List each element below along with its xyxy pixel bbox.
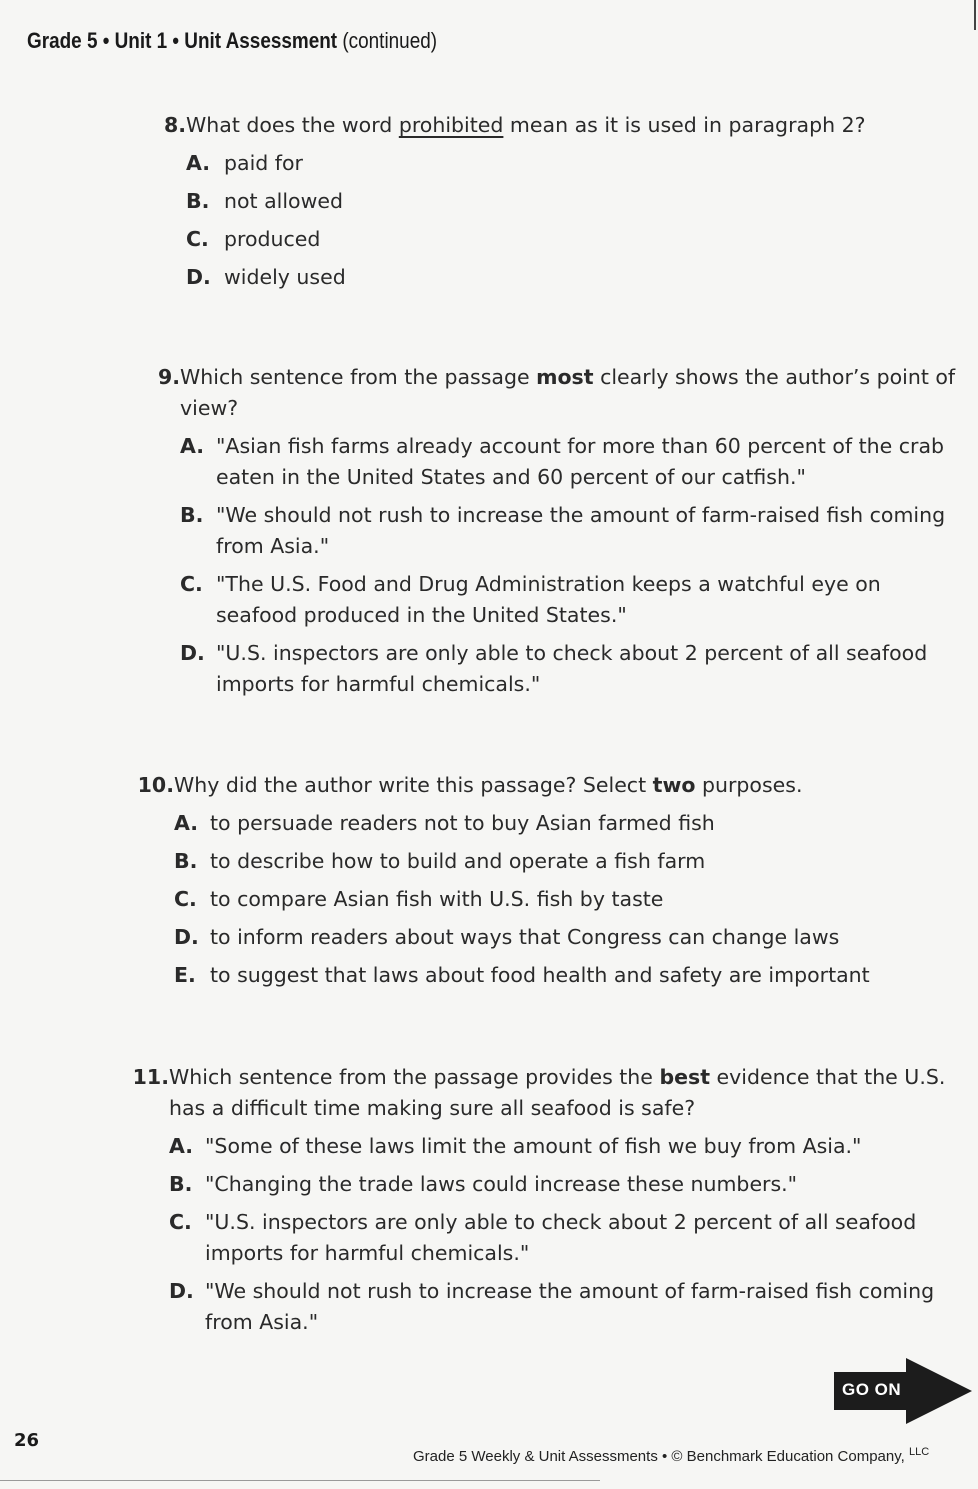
answer-option-c[interactable]: C. "U.S. inspectors are only able to check about 2 percent of all seafood imports for harmful chemicals." (169, 1210, 917, 1265)
emphasis-word: two (652, 773, 696, 797)
answer-option-b[interactable]: B. not allowed (186, 189, 343, 213)
answer-option-d[interactable]: D. "U.S. inspectors are only able to check about 2 percent of all seafood imports for harmful chemicals." (180, 641, 928, 696)
answer-option-b[interactable]: B. to describe how to build and operate a fish farm (174, 849, 706, 873)
question-text: Which sentence from the passage provides the best evidence that the U.S. has a difficult time making sure all seafood is safe? (169, 1065, 946, 1120)
question-number: 10. (137, 773, 174, 797)
question-text: Why did the author write this passage? Select two purposes. (174, 773, 803, 797)
page-edge-mark (974, 0, 976, 30)
question-9 (135, 362, 965, 700)
emphasis-word: most (536, 365, 594, 389)
footer-credit (413, 1446, 929, 1465)
question-10 (116, 770, 936, 991)
footer-text: Grade 5 Weekly & Unit Assessments • © Benchmark Education Company, (413, 1448, 905, 1465)
question-number: 8. (163, 113, 186, 137)
answer-option-c[interactable]: C. "The U.S. Food and Drug Administration keeps a watchful eye on seafood produced in the United States." (180, 572, 881, 627)
answer-option-a[interactable]: A. paid for (186, 151, 303, 175)
answer-option-c[interactable]: C. to compare Asian fish with U.S. fish by taste (174, 887, 664, 911)
footer-suffix: LLC (908, 1446, 930, 1458)
go-on-arrow (834, 1358, 972, 1424)
answer-option-e[interactable]: E. to suggest that laws about food health and safety are important (174, 963, 870, 987)
underlined-word: prohibited (398, 113, 504, 137)
answer-option-b[interactable]: B. "We should not rush to increase the amount of farm-raised fish coming from Asia." (180, 503, 946, 558)
answer-option-d[interactable]: D. to inform readers about ways that Congress can change laws (174, 925, 840, 949)
header-continued: (continued) (342, 28, 438, 53)
bottom-edge-line (0, 1480, 600, 1481)
question-11 (112, 1062, 962, 1338)
question-text: What does the word prohibited mean as it is used in paragraph 2? (186, 113, 866, 137)
answer-option-a[interactable]: A. to persuade readers not to buy Asian farmed fish (174, 811, 715, 835)
go-on-label: GO ON (842, 1380, 902, 1399)
answer-option-a[interactable]: A. "Some of these laws limit the amount of fish we buy from Asia." (169, 1134, 862, 1158)
answer-option-d[interactable]: D. widely used (186, 265, 346, 289)
header-title: Grade 5 • Unit 1 • Unit Assessment (27, 28, 338, 53)
answer-option-d[interactable]: D. "We should not rush to increase the amount of farm-raised fish coming from Asia." (169, 1279, 935, 1334)
question-8 (140, 110, 940, 293)
question-number: 11. (132, 1065, 169, 1089)
answer-option-b[interactable]: B. "Changing the trade laws could increase these numbers." (169, 1172, 798, 1196)
page-number: 26 (14, 1430, 40, 1451)
question-text: Which sentence from the passage most clearly shows the author’s point of view? (180, 365, 956, 420)
answer-option-c[interactable]: C. produced (186, 227, 321, 251)
question-number: 9. (157, 365, 180, 389)
emphasis-word: best (659, 1065, 711, 1089)
answer-option-a[interactable]: A. "Asian fish farms already account for more than 60 percent of the crab eaten in the United States and 60 percent of our catfish." (180, 434, 945, 489)
page-header (27, 28, 437, 54)
